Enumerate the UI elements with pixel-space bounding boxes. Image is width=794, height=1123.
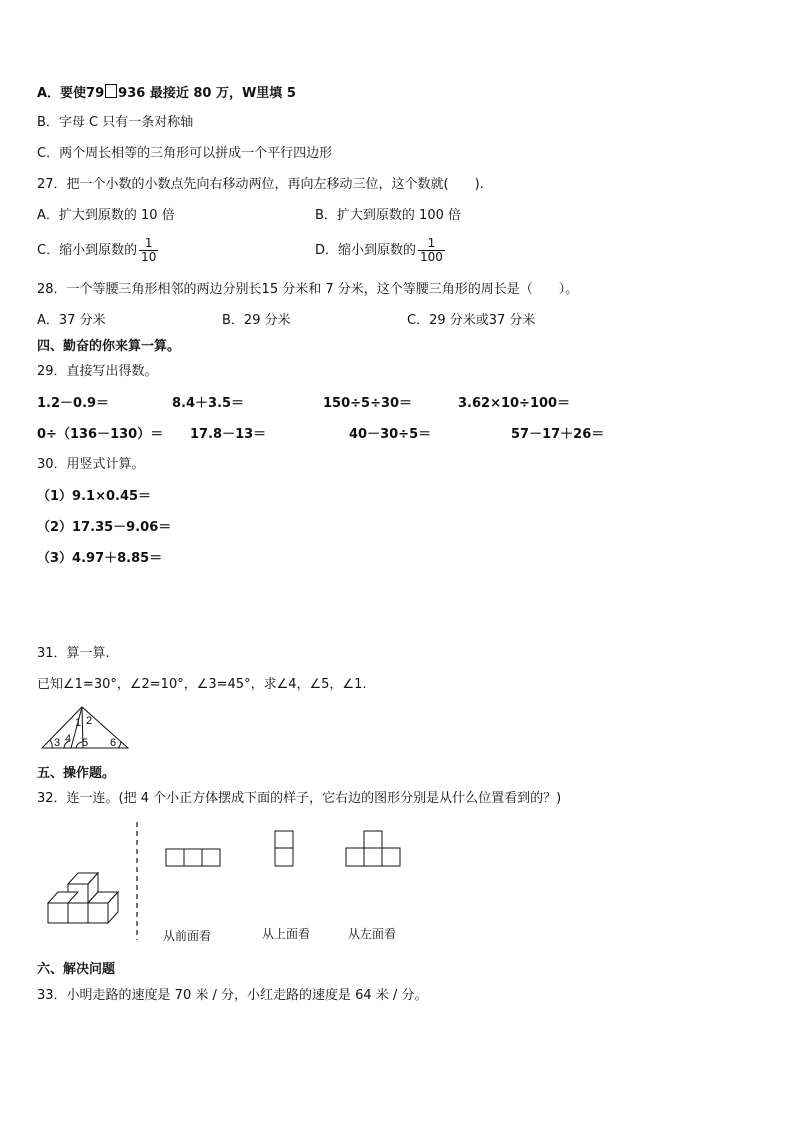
q29-r1-c2: 8.4＋3.5＝ xyxy=(172,396,245,411)
q29-stem: 29．直接写出得数。 xyxy=(37,364,158,379)
caption-top-view: 从上面看 xyxy=(262,927,311,941)
view-square xyxy=(166,849,184,866)
caption-front-view: 从前面看 xyxy=(163,929,212,943)
q26-option-c: C．两个周长相等的三角形可以拼成一个平行四边形 xyxy=(37,146,333,161)
section-6-heading: 六、解决问题 xyxy=(37,962,116,977)
q29-r2-c4: 57－17＋26＝ xyxy=(511,427,605,442)
q29-r2-c3: 40－30÷5＝ xyxy=(349,427,432,442)
fraction-denominator: 10 xyxy=(141,250,157,264)
q27-option-d-text: D．缩小到原数的 xyxy=(315,243,417,258)
cube-face xyxy=(88,903,108,923)
q29-r2-c2: 17.8－13＝ xyxy=(190,427,267,442)
view-square xyxy=(364,831,382,848)
q26-option-a-suffix: 936 最接近 80 万，W里填 5 xyxy=(118,86,296,101)
view-square xyxy=(184,849,202,866)
q33-stem: 33．小明走路的速度是 70 米 / 分，小红走路的速度是 64 米 / 分。 xyxy=(37,988,428,1003)
angle-label-4: 4 xyxy=(65,733,72,745)
view-figure-2 xyxy=(275,831,293,866)
angle-arc-3 xyxy=(50,740,52,748)
angle-label-6: 6 xyxy=(110,737,117,749)
fraction-numerator: 1 xyxy=(418,237,445,251)
q27-option-a: A．扩大到原数的 10 倍 xyxy=(37,208,175,223)
q32-stem: 32．连一连。(把 4 个小正方体摆成下面的样子，它右边的图形分别是从什么位置看到的？) xyxy=(37,791,562,806)
q27-stem: 27．把一个小数的小数点先向右移动两位，再向左移动三位，这个数就( ). xyxy=(37,177,484,192)
q27-option-b: B．扩大到原数的 100 倍 xyxy=(315,208,461,223)
q30-item-2: （2）17.35－9.06＝ xyxy=(37,520,172,535)
q28-option-b: B．29 分米 xyxy=(222,313,291,328)
q29-r1-c4: 3.62×10÷100＝ xyxy=(458,396,571,411)
q26-option-b: B．字母 C 只有一条对称轴 xyxy=(37,115,194,130)
q30-stem: 30．用竖式计算。 xyxy=(37,457,145,472)
view-square xyxy=(346,848,364,866)
q29-r1-c1: 1.2－0.9＝ xyxy=(37,396,110,411)
angle-label-1: 1 xyxy=(75,717,82,729)
view-square xyxy=(202,849,220,866)
view-square xyxy=(275,831,293,848)
view-square xyxy=(275,848,293,866)
q28-option-c: C．29 分米或37 分米 xyxy=(407,313,536,328)
cube-stack-figure xyxy=(48,873,118,923)
caption-left-view: 从左面看 xyxy=(348,927,397,941)
q29-r2-c1: 0÷（136－130）＝ xyxy=(37,427,164,442)
q28-stem: 28．一个等腰三角形相邻的两边分别长15 分米和 7 分米，这个等腰三角形的周长是（ ）。 xyxy=(37,282,579,297)
view-square xyxy=(382,848,400,866)
q31-stem: 31．算一算. xyxy=(37,646,110,661)
view-square xyxy=(364,848,382,866)
view-figure-1 xyxy=(166,849,220,866)
q27-option-c-text: C．缩小到原数的 xyxy=(37,243,138,258)
fraction-numerator: 1 xyxy=(139,237,158,251)
q31-given: 已知∠1=30°，∠2=10°，∠3=45°，求∠4，∠5，∠1. xyxy=(37,677,367,692)
section-5-heading: 五、操作题。 xyxy=(37,766,116,781)
fraction-denominator: 100 xyxy=(420,250,443,264)
q28-option-a: A．37 分米 xyxy=(37,313,106,328)
q30-item-1: （1）9.1×0.45＝ xyxy=(37,489,152,504)
view-figure-3 xyxy=(346,831,400,866)
cube-face xyxy=(68,903,88,923)
cube-face xyxy=(48,903,68,923)
angle-label-3: 3 xyxy=(54,737,61,749)
q30-item-3: （3）4.97＋8.85＝ xyxy=(37,551,163,566)
angle-label-5: 5 xyxy=(82,737,89,749)
q26-option-a-prefix: A．要使79 xyxy=(37,86,105,101)
section-4-heading: 四、勤奋的你来算一算。 xyxy=(37,339,181,354)
q29-r1-c3: 150÷5÷30＝ xyxy=(323,396,413,411)
angle-label-2: 2 xyxy=(86,715,93,727)
angle-arc-6 xyxy=(118,741,121,748)
